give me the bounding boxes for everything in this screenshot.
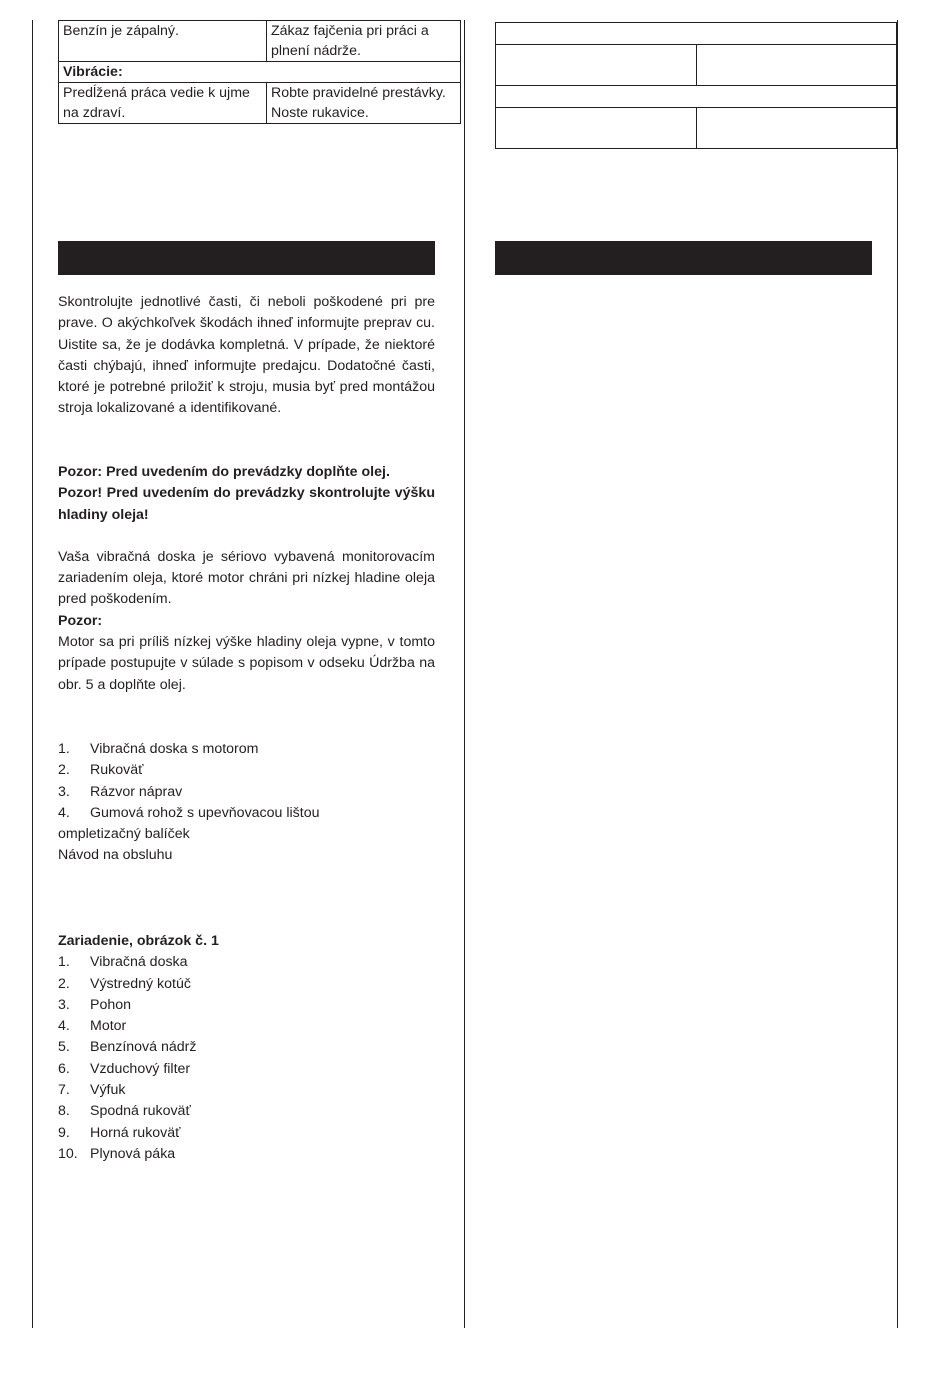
list-label: Pohon [90, 996, 132, 1013]
column-divider-rule [464, 20, 465, 1328]
table-row [496, 23, 897, 45]
list-label: Spodná rukoväť [90, 1103, 191, 1120]
list-item [58, 782, 435, 803]
oil-monitor-info: Vaša vibračná doska je sériovo vybavená monitorovacím zariadením oleja, ktoré motor chráni pri nízkej hladine oleja pred poškodením. [58, 548, 435, 608]
list-item [58, 1123, 435, 1144]
list-item [58, 1101, 435, 1122]
oil-warning-fill: Pozor: Pred uvedením do prevádzky doplňte olej. [58, 464, 390, 480]
measure-cell: Zákaz fajčenia pri práci a plnení nádrže. [267, 21, 461, 62]
list-label: Rukoväť [90, 762, 144, 779]
list-number: 2. [58, 975, 70, 992]
list-label: Horná rukoväť [90, 1124, 181, 1141]
list-item [58, 1016, 435, 1037]
table-row [59, 21, 461, 62]
list-label: Motor [90, 1018, 127, 1035]
list-label: Vibračná doska [90, 954, 188, 971]
list-label: Výfuk [90, 1082, 126, 1099]
list-extra-manual: Návod na obsluhu [58, 847, 173, 864]
attention-label: Pozor: [58, 612, 103, 629]
measure-cell: Robte pravidelné prestávky. Noste rukavice. [267, 83, 461, 124]
list-number: 2. [58, 762, 70, 779]
empty-cell [696, 108, 897, 149]
table-row [496, 45, 897, 86]
oil-section [58, 462, 435, 696]
list-number: 3. [58, 783, 70, 800]
device-heading: Zariadenie, obrázok č. 1 [58, 933, 219, 949]
list-item [58, 995, 435, 1016]
hazard-cell: Benzín je zápalný. [59, 21, 267, 62]
list-item [58, 803, 435, 824]
list-item [58, 760, 435, 781]
right-empty-table [495, 22, 897, 149]
section-heading-bar-right [495, 241, 872, 275]
delivery-scope-list [58, 739, 435, 867]
list-item [58, 1059, 435, 1080]
list-number: 9. [58, 1124, 70, 1141]
attention-text: Motor sa pri príliš nízkej výške hladiny oleja vypne, v tomto prípade postupujte v súlade s popisom v odseku Údržba na obr. 5 a doplňte olej. [58, 634, 435, 693]
hazard-cell: Predĺžená práca vedie k ujme na zdraví. [59, 83, 267, 124]
safety-table [58, 20, 461, 124]
list-number: 10. [58, 1145, 78, 1162]
table-section-row [59, 62, 461, 83]
list-number: 4. [58, 804, 70, 821]
list-item [58, 1144, 435, 1165]
list-item [58, 739, 435, 760]
table-row [59, 83, 461, 124]
list-extra-kit: ompletizačný balíček [58, 826, 190, 843]
list-label: Výstredný kotúč [90, 975, 191, 992]
list-number: 3. [58, 996, 70, 1013]
empty-cell [696, 45, 897, 86]
list-item [58, 1037, 435, 1058]
list-label: Vzduchový filter [90, 1060, 191, 1077]
table-row [496, 108, 897, 149]
left-margin-rule [32, 20, 33, 1328]
list-label: Benzínová nádrž [90, 1039, 197, 1056]
section-heading-bar-left [58, 241, 435, 275]
list-label: Vibračná doska s motorom [90, 741, 259, 757]
empty-cell [496, 23, 897, 45]
empty-cell [496, 108, 697, 149]
list-number: 1. [58, 954, 70, 971]
empty-cell [496, 86, 897, 108]
unpacking-section [58, 292, 435, 420]
unpacking-paragraph: Skontrolujte jednotlivé časti, či neboli poškodené pri pre prave. O akýchkoľvek škodách ihneď informujte preprav cu. Uistite sa, že je dodávka kompletná. V prípade, že niektoré časti chýbajú, ihneď informujte predajcu. Dodatočné časti, ktoré je potrebné priložiť k stroju, musia byť pred montážou stroja lokalizované a identifikované. [58, 294, 435, 417]
list-item [58, 974, 435, 995]
empty-cell [496, 45, 697, 86]
list-number: 6. [58, 1060, 70, 1077]
list-label: Gumová rohož s upevňovacou lištou [90, 804, 320, 821]
list-item [58, 952, 435, 973]
table-row [496, 86, 897, 108]
list-number: 5. [58, 1039, 70, 1056]
right-margin-rule [897, 20, 898, 1328]
section-cell-vibrations: Vibrácie: [59, 62, 461, 83]
list-label: Plynová páka [90, 1145, 176, 1162]
device-parts-list [58, 931, 435, 1165]
oil-warning-check: Pozor! Pred uvedením do prevádzky skontrolujte výšku hladiny oleja! [58, 485, 435, 523]
list-number: 8. [58, 1103, 70, 1120]
list-label: Rázvor náprav [90, 783, 183, 800]
list-number: 1. [58, 741, 70, 757]
list-item [58, 1080, 435, 1101]
list-number: 4. [58, 1018, 70, 1035]
list-number: 7. [58, 1082, 70, 1099]
